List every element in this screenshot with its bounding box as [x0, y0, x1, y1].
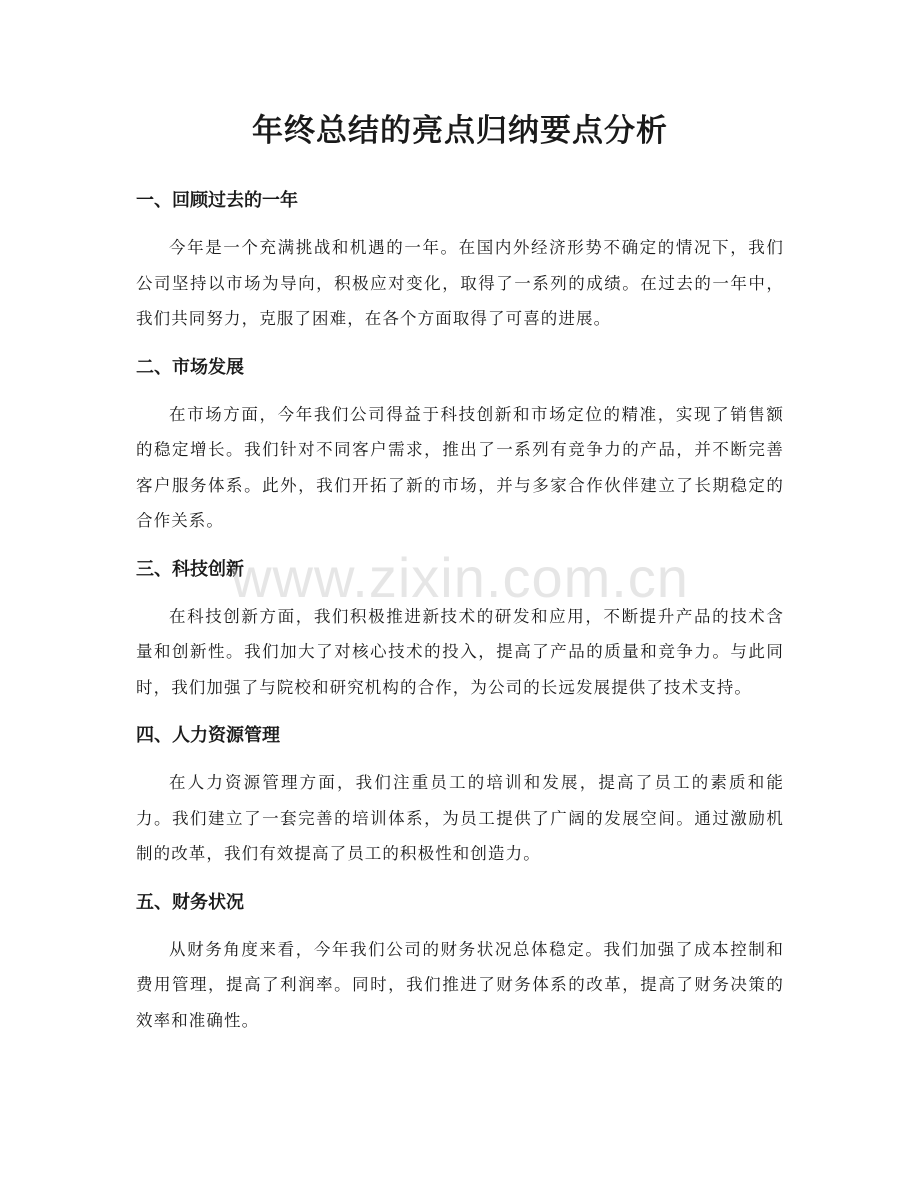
- section-paragraph: 从财务角度来看，今年我们公司的财务状况总体稳定。我们加强了成本控制和费用管理，提高了利润率。同时，我们推进了财务体系的改革，提高了财务决策的效率和准确性。: [136, 939, 784, 1030]
- section-paragraph: 今年是一个充满挑战和机遇的一年。在国内外经济形势不确定的情况下，我们公司坚持以市场为导向，积极应对变化，取得了一系列的成绩。在过去的一年中，我们共同努力，克服了困难，在各个方面取得了可喜的进展。: [136, 238, 784, 328]
- section-innovation: [136, 555, 784, 706]
- section-market: [136, 353, 784, 539]
- section-hr: [136, 721, 784, 872]
- section-review: [136, 186, 784, 337]
- section-heading: 三、科技创新: [136, 558, 244, 580]
- section-finance: [136, 888, 784, 1039]
- page-title: 年终总结的亮点归纳要点分析: [252, 113, 668, 149]
- section-paragraph: 在市场方面，今年我们公司得益于科技创新和市场定位的精准，实现了销售额的稳定增长。我们针对不同客户需求，推出了一系列有竞争力的产品，并不断完善客户服务体系。此外，我们开拓了新的市场，并与多家合作伙伴建立了长期稳定的合作关系。: [136, 404, 784, 530]
- section-paragraph: 在人力资源管理方面，我们注重员工的培训和发展，提高了员工的素质和能力。我们建立了一套完善的培训体系，为员工提供了广阔的发展空间。通过激励机制的改革，我们有效提高了员工的积极性和创造力。: [136, 773, 784, 863]
- section-heading: 一、回顾过去的一年: [136, 190, 298, 211]
- watermark: www.zixin.com.cn: [231, 546, 689, 609]
- section-heading: 二、市场发展: [136, 356, 244, 378]
- document-body: [136, 186, 784, 1054]
- section-heading: 四、人力资源管理: [136, 725, 280, 746]
- section-paragraph: 在科技创新方面，我们积极推进新技术的研发和应用，不断提升产品的技术含量和创新性。我们加大了对核心技术的投入，提高了产品的质量和竞争力。与此同时，我们加强了与院校和研究机构的合作，为公司的长远发展提供了技术支持。: [136, 606, 784, 697]
- section-heading: 五、财务状况: [136, 891, 244, 913]
